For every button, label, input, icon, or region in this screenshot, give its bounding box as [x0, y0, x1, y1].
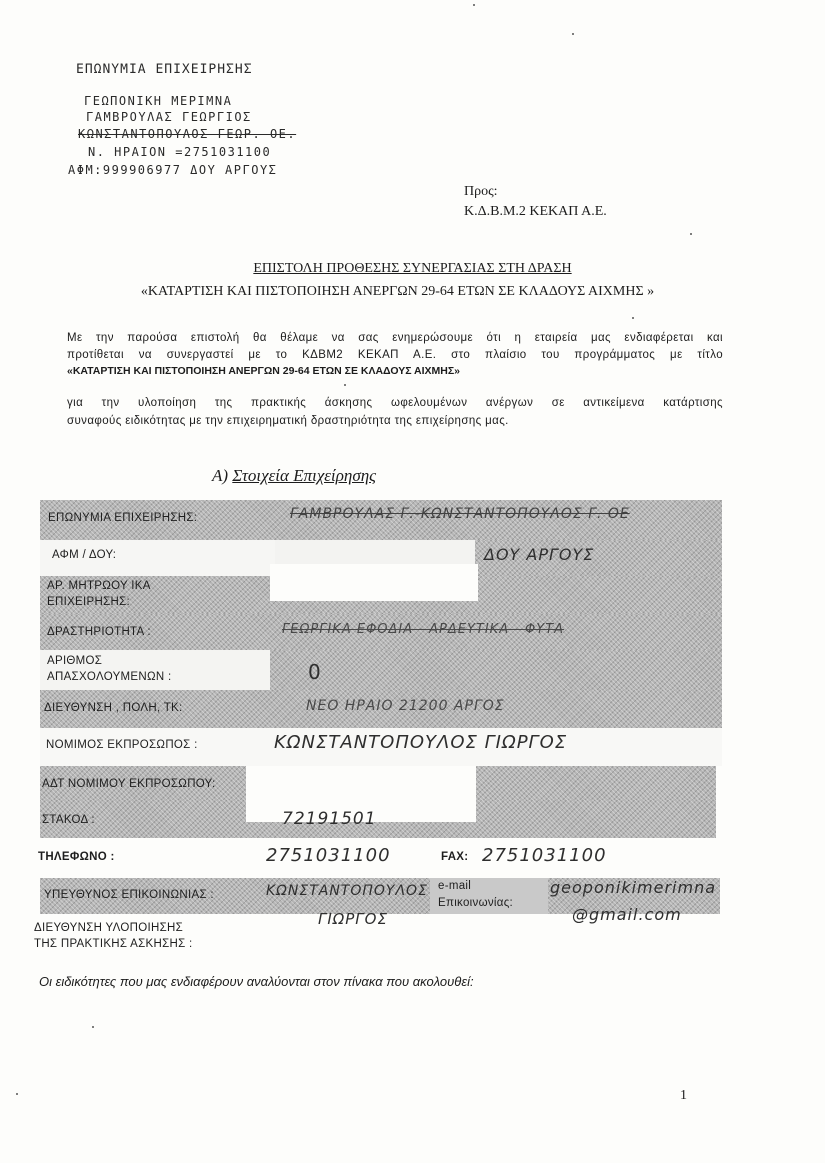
recipient-name: Κ.Δ.Β.Μ.2 ΚΕΚΑΠ Α.Ε.	[464, 204, 607, 219]
stakod-label: ΣΤΑΚΟΔ :	[42, 814, 95, 826]
employees-label-2: ΑΠΑΣΧΟΛΟΥΜΕΝΩΝ :	[47, 671, 172, 683]
letterhead-heading: ΕΠΩΝΥΜΙΑ ΕΠΙΧΕΙΡΗΣΗΣ	[76, 62, 253, 77]
id-card-label: ΑΔΤ ΝΟΜΙΜΟΥ ΕΚΠΡΟΣΩΠΟΥ:	[42, 778, 216, 790]
employees-value: 0	[308, 660, 322, 684]
program-title: «ΚΑΤΑΡΤΙΣΗ ΚΑΙ ΠΙΣΤΟΠΟΙΗΣΗ ΑΝΕΡΓΩΝ 29-64 ΕΤΩΝ ΣΕ ΚΛΑΔΟΥΣ ΑΙΧΜΗΣ »	[140, 284, 655, 299]
address-value: ΝΕΟ ΗΡΑΙΟ 21200 ΑΡΓΟΣ	[306, 698, 505, 714]
fax-value: 2751031100	[482, 845, 607, 866]
letterhead-line-2: ΓΑΜΒΡΟΥΛΑΣ ΓΕΩΡΓΙΟΣ	[86, 110, 252, 124]
intro-line-2: προτίθεται να συνεργαστεί με το ΚΔΒΜ2 ΚΕΚΑΠ Α.Ε. στο πλαίσιο του προγράμματος με τίτλο	[67, 349, 723, 361]
phone-label: ΤΗΛΕΦΩΝΟ :	[38, 851, 115, 863]
stakod-value: 72191501	[282, 809, 377, 829]
recipient-to: Προς:	[464, 184, 498, 199]
registry-label-2: ΕΠΙΧΕΙΡΗΣΗΣ:	[47, 596, 130, 608]
intro-line-5: συναφούς ειδικότητας με την επιχειρηματική δραστηριότητα της επιχείρησης μας.	[67, 415, 509, 427]
afm-label: ΑΦΜ / ΔΟΥ:	[52, 549, 117, 561]
letterhead-line-1: ΓΕΩΠΟΝΙΚΗ ΜΕΡΙΜΝΑ	[84, 94, 233, 108]
email-value-1: geoponikimerimna	[550, 878, 717, 897]
employees-label-1: ΑΡΙΘΜΟΣ	[47, 655, 103, 667]
afm-value: ΔΟΥ ΑΡΓΟΥΣ	[484, 545, 595, 564]
section-prefix: Α)	[212, 466, 229, 485]
name-label: ΕΠΩΝΥΜΙΑ ΕΠΙΧΕΙΡΗΣΗΣ:	[48, 512, 198, 524]
representative-value: ΚΩΝΣΤΑΝΤΟΠΟΥΛΟΣ ΓΙΩΡΓΟΣ	[274, 732, 568, 753]
redacted-field	[270, 564, 478, 601]
name-value: ΓΑΜΒΡΟΥΛΑΣ Γ.-ΚΩΝΣΤΑΝΤΟΠΟΥΛΟΣ Γ. ΟΕ	[290, 506, 630, 522]
activity-label: ΔΡΑΣΤΗΡΙΟΤΗΤΑ :	[47, 626, 151, 638]
intro-program-name: «ΚΑΤΑΡΤΙΣΗ ΚΑΙ ΠΙΣΤΟΠΟΙΗΣΗ ΑΝΕΡΓΩΝ 29-64 ΕΤΩΝ ΣΕ ΚΛΑΔΟΥΣ ΑΙΧΜΗΣ»	[67, 365, 460, 377]
email-value-2: @gmail.com	[572, 905, 682, 924]
section-heading	[212, 466, 376, 486]
letterhead-line-4: Ν. ΗΡΑΙΟΝ =2751031100	[88, 145, 272, 159]
practice-address-label-1: ΔΙΕΥΘΥΝΣΗ ΥΛΟΠΟΙΗΣΗΣ	[34, 922, 183, 934]
letterhead-line-5: ΑΦΜ:999906977 ΔΟΥ ΑΡΓΟΥΣ	[68, 163, 278, 177]
registry-label-1: ΑΡ. ΜΗΤΡΩΟΥ ΙΚΑ	[47, 580, 151, 592]
address-label: ΔΙΕΥΘΥΝΣΗ , ΠΟΛΗ, ΤΚ:	[44, 702, 183, 714]
section-title: Στοιχεία Επιχείρησης	[232, 466, 377, 485]
page-number: 1	[680, 1088, 687, 1103]
contact-label: ΥΠΕΥΘΥΝΟΣ ΕΠΙΚΟΙΝΩΝΙΑΣ :	[44, 889, 214, 901]
representative-label: ΝΟΜΙΜΟΣ ΕΚΠΡΟΣΩΠΟΣ :	[46, 739, 198, 751]
letterhead-line-3: ΚΩΝΣΤΑΝΤΟΠΟΥΛΟΣ ΓΕΩΡ. ΟΕ.	[78, 127, 297, 141]
intro-line-1: Με την παρούσα επιστολή θα θέλαμε να σας ενημερώσουμε ότι η εταιρεία μας ενδιαφέρεται και	[67, 332, 723, 344]
intro-line-4: για την υλοποίηση της πρακτικής άσκησης ωφελουμένων ανέργων σε αντικείμενα κατάρτισης	[67, 397, 723, 409]
specialties-note: Οι ειδικότητες που μας ενδιαφέρουν αναλύονται στον πίνακα που ακολουθεί:	[39, 974, 474, 989]
fax-label: FAX:	[441, 851, 469, 863]
contact-value-1: ΚΩΝΣΤΑΝΤΟΠΟΥΛΟΣ	[266, 883, 428, 899]
activity-value: ΓΕΩΡΓΙΚΑ ΕΦΟΔΙΑ - ΑΡΔΕΥΤΙΚΑ - ΦΥΤΑ	[282, 622, 565, 637]
practice-address-label-2: ΤΗΣ ΠΡΑΚΤΙΚΗΣ ΑΣΚΗΣΗΣ :	[34, 938, 193, 950]
contact-value-2: ΓΙΩΡΓΟΣ	[318, 910, 388, 928]
letter-title: ΕΠΙΣΤΟΛΗ ΠΡΟΘΕΣΗΣ ΣΥΝΕΡΓΑΣΙΑΣ ΣΤΗ ΔΡΑΣΗ	[253, 261, 572, 276]
email-label-2: Επικοινωνίας:	[438, 897, 514, 909]
phone-value: 2751031100	[266, 845, 391, 866]
email-label-1: e-mail	[438, 880, 472, 892]
